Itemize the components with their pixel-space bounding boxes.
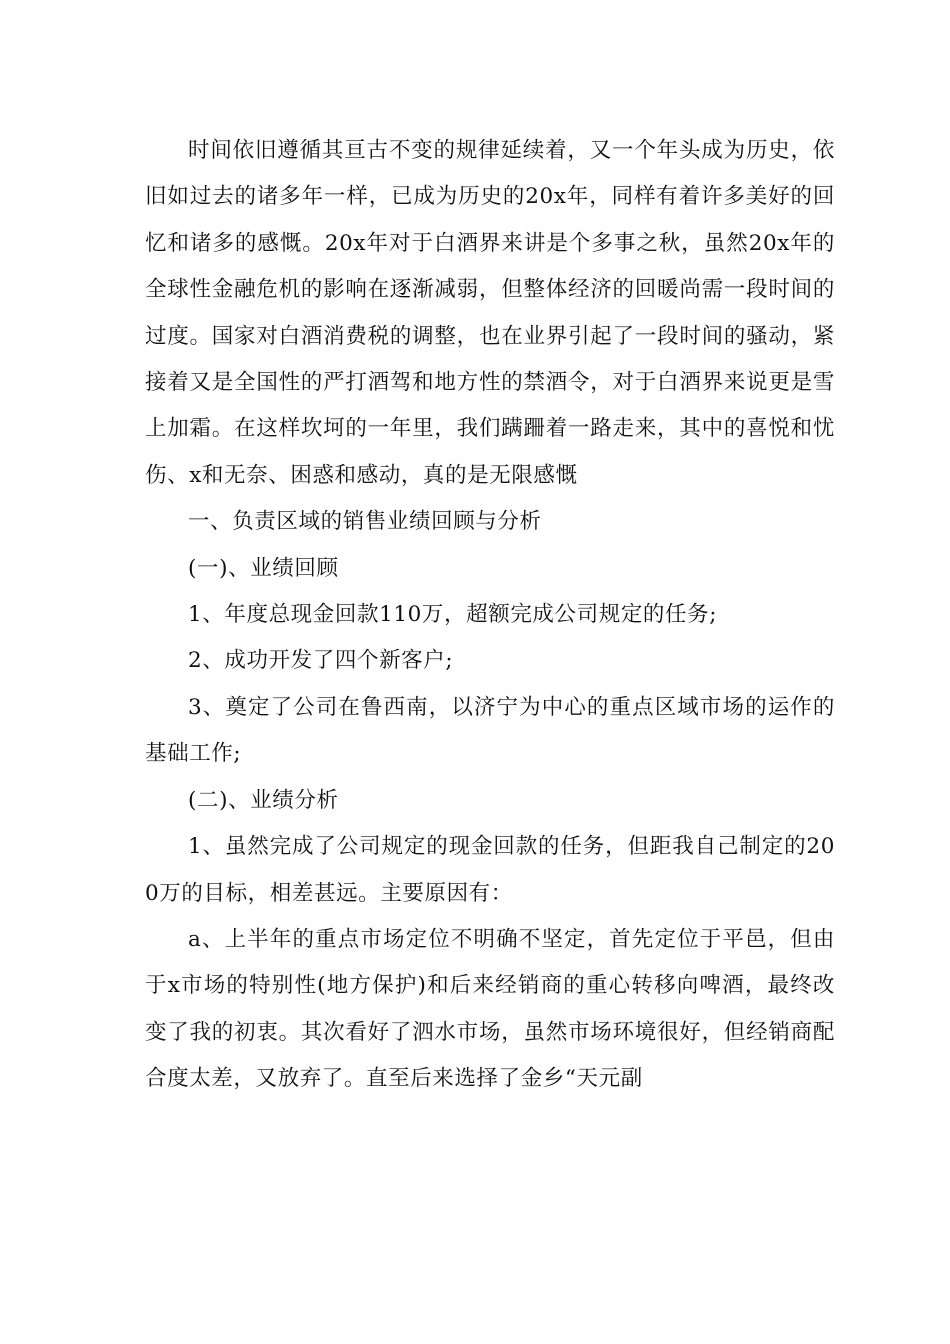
list-item-analysis-a: a、上半年的重点市场定位不明确不坚定，首先定位于平邑，但由于x市场的特别性(地方保护)和后来经销商的重心转移向啤酒，最终改变了我的初衷。其次看好了泗水市场，虽然市场环境很好，但经销商配合度太差，又放弃了。直至后来选择了金乡“天元副: [145, 926, 835, 1092]
paragraph-intro: 时间依旧遵循其亘古不变的规律延续着，又一个年头成为历史，依旧如过去的诸多年一样，已成为历史的20x年，同样有着许多美好的回忆和诸多的感慨。20x年对于白酒界来讲是个多事之秋，虽然20x年的全球性金融危机的影响在逐渐减弱，但整体经济的回暖尚需一段时间的过度。国家对白酒消费税的调整，也在业界引起了一段时间的骚动，紧接着又是全国性的严打酒驾和地方性的禁酒令，对于白酒界来说更是雪上加霜。在这样坎坷的一年里，我们蹒跚着一路走来，其中的喜悦和忧伤、x和无奈、困惑和感动，真的是无限感慨: [145, 138, 835, 488]
heading-subsection-analysis: (二)、业绩分析: [188, 787, 339, 813]
list-item-analysis-1: 1、虽然完成了公司规定的现金回款的任务，但距我自己制定的200万的目标，相差甚远。主要原因有：: [145, 834, 835, 906]
list-item-review-2: 2、成功开发了四个新客户;: [188, 648, 454, 674]
heading-subsection-review: (一)、业绩回顾: [188, 555, 339, 581]
document-body: [145, 128, 835, 1103]
list-item-review-3: 3、奠定了公司在鲁西南，以济宁为中心的重点区域市场的运作的基础工作;: [145, 694, 835, 767]
list-item-review-1: 1、年度总现金回款110万，超额完成公司规定的任务;: [188, 602, 718, 628]
heading-section-1: 一、负责区域的销售业绩回顾与分析: [188, 509, 542, 535]
